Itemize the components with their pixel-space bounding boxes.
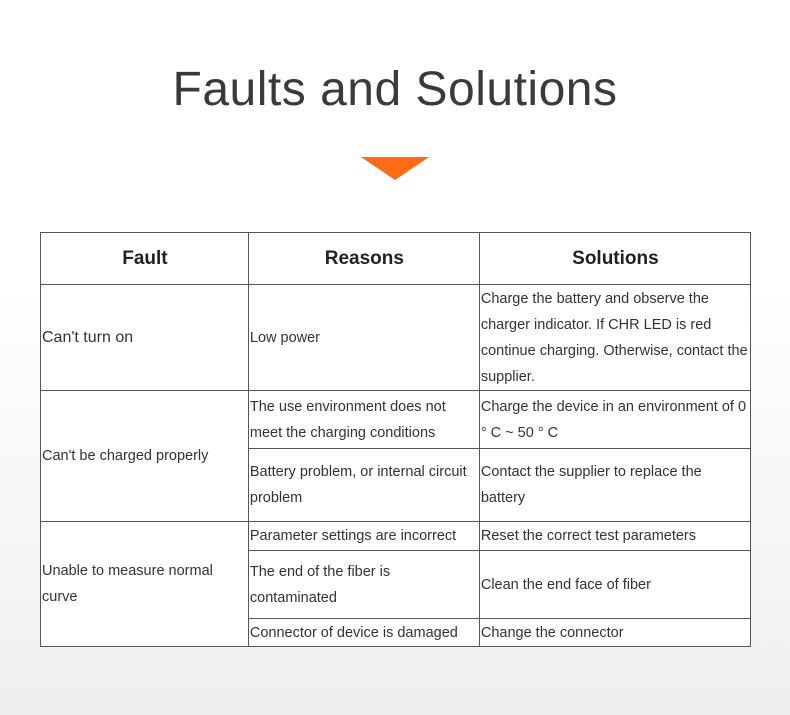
solution-cell: Charge the device in an environment of 0 ° C ~ 50 ° C [479,391,750,449]
table-row [41,285,751,391]
table-row [41,391,751,449]
reason-cell: Battery problem, or internal circuit problem [248,449,479,522]
solution-cell: Charge the battery and observe the charger indicator. If CHR LED is red continue charging. Otherwise, contact the supplier. [479,285,750,391]
table-header-row [41,233,751,285]
solution-cell: Contact the supplier to replace the battery [479,449,750,522]
header-fault: Fault [41,233,249,285]
reason-cell: The use environment does not meet the charging conditions [248,391,479,449]
header-solutions: Solutions [479,233,750,285]
solution-cell: Change the connector [479,619,750,647]
solution-cell: Reset the correct test parameters [479,522,750,551]
fault-cell: Unable to measure normal curve [41,522,249,647]
solution-cell: Clean the end face of fiber [479,551,750,619]
header-reasons: Reasons [248,233,479,285]
down-arrow-icon [361,157,429,180]
fault-cell: Can't turn on [41,285,249,391]
reason-cell: Connector of device is damaged [248,619,479,647]
fault-cell: Can't be charged properly [41,391,249,522]
faults-table [40,232,751,647]
reason-cell: Parameter settings are incorrect [248,522,479,551]
reason-cell: Low power [248,285,479,391]
page-title: Faults and Solutions [172,63,618,116]
reason-cell: The end of the fiber is contaminated [248,551,479,619]
table-row [41,522,751,551]
